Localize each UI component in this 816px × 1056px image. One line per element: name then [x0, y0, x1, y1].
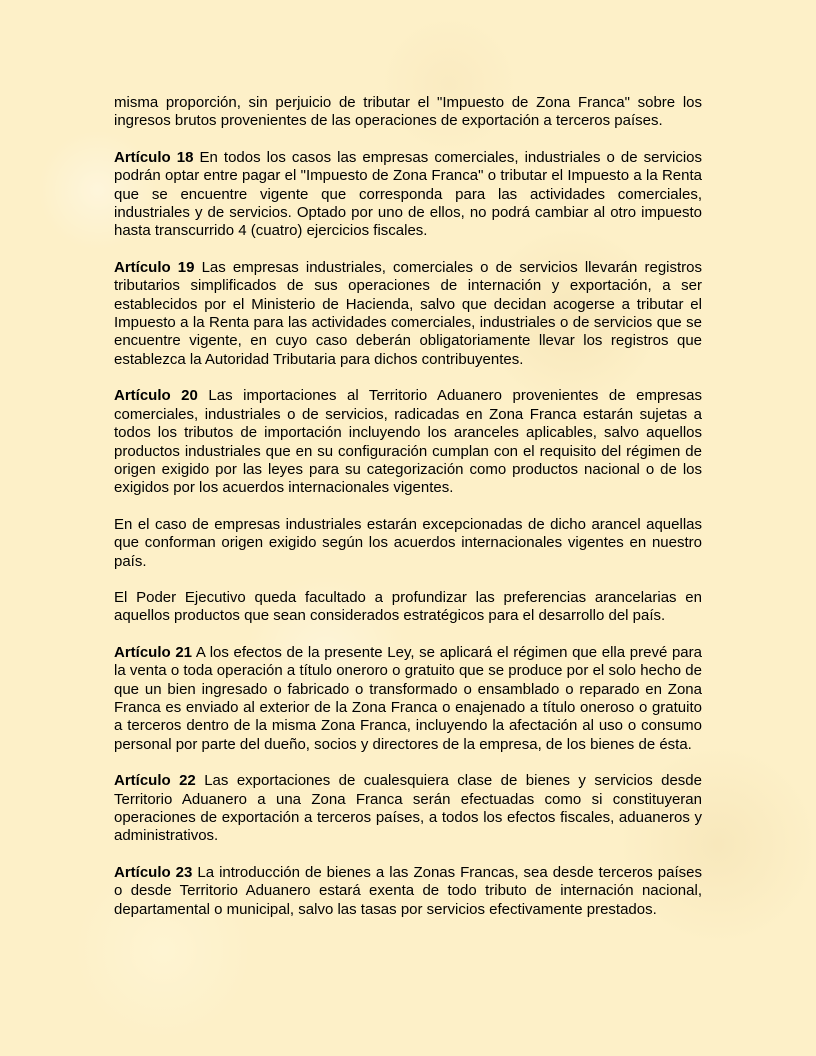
paragraph-industrial-exception	[114, 516, 702, 571]
article-text: Las exportaciones de cualesquiera clase de bienes y servicios desde Territorio Aduanero a una Zona Franca serán efectuadas como si constituyeran operaciones de exportación a terceros países, a todos los efectos fiscales, aduaneros y administrativos.	[114, 772, 702, 845]
article-label: Artículo 22	[114, 772, 196, 790]
paragraph-text: El Poder Ejecutivo queda facultado a profundizar las preferencias arancelarias en aquellos productos que sean considerados estratégicos para el desarrollo del país.	[114, 588, 702, 625]
article-label: Artículo 23	[114, 863, 193, 881]
article-label: Artículo 18	[114, 148, 194, 166]
article-20	[114, 387, 702, 497]
article-text: La introducción de bienes a las Zonas Francas, sea desde terceros países o desde Territorio Aduanero estará exenta de todo tributo de internación nacional, departamental o municipal, salvo las tasas por servicios efectivamente prestados.	[114, 863, 702, 918]
article-21	[114, 644, 702, 754]
article-text: Las importaciones al Territorio Aduanero provenientes de empresas comerciales, industriales o de servicios, radicadas en Zona Franca estarán sujetas a todos los tributos de importación incluyendo los aranceles aplicables, salvo aquellos productos industriales que en su configuración cumplan con el requisito del régimen de origen exigido por las leyes para su categorización como productos nacional o de los exigidos por los acuerdos internacionales vigentes.	[114, 387, 702, 497]
article-text: En todos los casos las empresas comerciales, industriales o de servicios podrán optar entre pagar el "Impuesto de Zona Franca" o tributar el Impuesto a la Renta que se encuentre vigente que corresponda para las actividades comerciales, industriales y de servicios. Optado por uno de ellos, no podrá cambiar al otro impuesto hasta transcurrido 4 (cuatro) ejercicios fiscales.	[114, 148, 703, 240]
article-19	[114, 259, 702, 369]
article-text: Las empresas industriales, comerciales o de servicios llevarán registros tributarios simplificados de sus operaciones de internación y exportación, a ser establecidos por el Ministerio de Hacienda, salvo que decidan acogerse a tributar el Impuesto a la Renta para las actividades comerciales, industriales o de servicios que se encuentre vigente, en cuyo caso deberán obligatoriamente llevar los registros que establezca la Autoridad Tributaria para dichos contribuyentes.	[114, 258, 702, 368]
article-18	[114, 149, 702, 241]
paragraph-continuation	[114, 94, 702, 131]
paragraph-executive-power	[114, 589, 702, 626]
article-label: Artículo 20	[114, 387, 198, 405]
paragraph-text: misma proporción, sin perjuicio de tributar el "Impuesto de Zona Franca" sobre los ingresos brutos provenientes de las operaciones de exportación a terceros países.	[114, 94, 702, 130]
paragraph-text: En el caso de empresas industriales estarán excepcionadas de dicho arancel aquellas que conforman origen exigido según los acuerdos internacionales vigentes en nuestro país.	[114, 515, 702, 570]
article-23	[114, 864, 702, 919]
document-page	[114, 94, 702, 937]
article-label: Artículo 19	[114, 258, 195, 276]
article-label: Artículo 21	[114, 643, 193, 661]
article-22	[114, 772, 702, 846]
article-text: A los efectos de la presente Ley, se aplicará el régimen que ella prevé para la venta o toda operación a título oneroro o gratuito que se produce por el solo hecho de que un bien ingresado o fabricado o transformado o ensamblado o reparado en Zona Franca es enviado al exterior de la Zona Franca o enajenado a título oneroso o gratuito a terceros dentro de la misma Zona Franca, incluyendo la afectación al uso o consumo personal por parte del dueño, socios y directores de la empresa, de los bienes de ésta.	[114, 643, 702, 753]
